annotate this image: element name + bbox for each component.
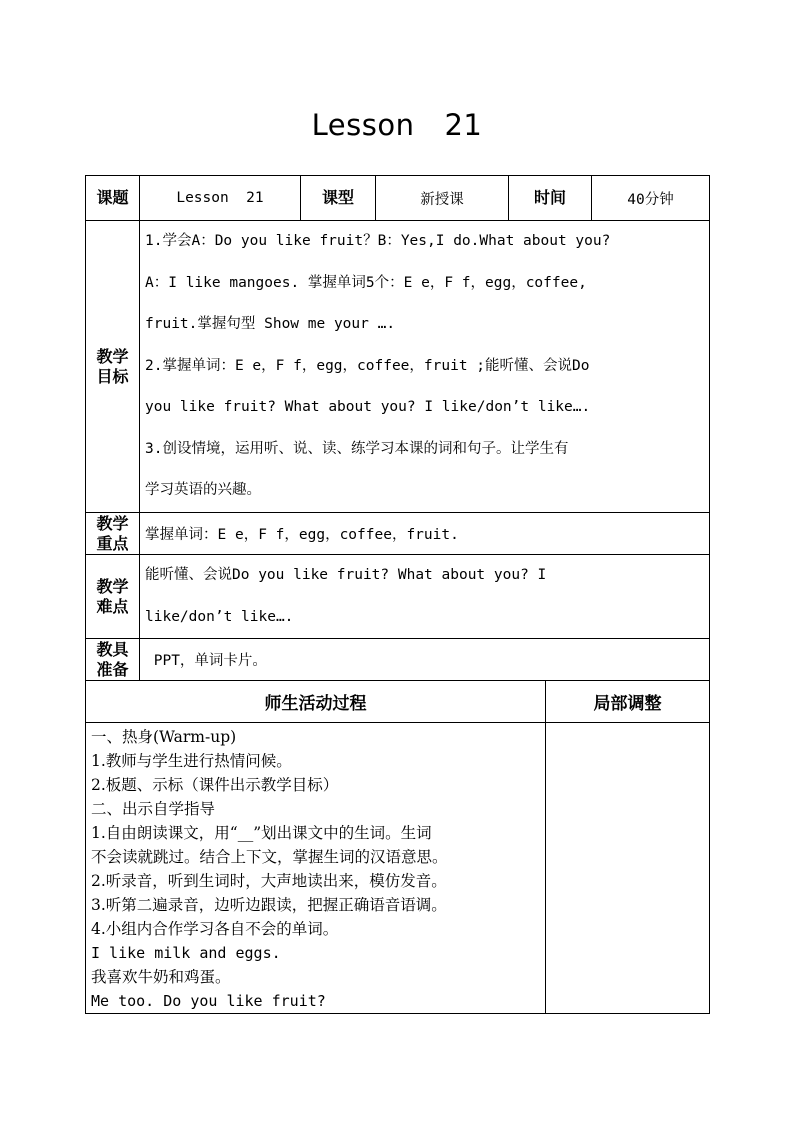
objective-line: A：I like mangoes. 掌握单词5个：E e，F f，egg，coffee, [145,274,587,291]
process-line: 我喜欢牛奶和鸡蛋。 [91,968,231,986]
process-line: 二、出示自学指导 [91,800,216,818]
time-value: 40分钟 [592,176,710,221]
adjustment-header: 局部调整 [546,681,710,723]
title-word: Lesson [311,108,415,142]
type-value: 新授课 [376,176,509,221]
tools-row [86,639,710,681]
key-points-content: 掌握单词：E e，F f，egg，coffee，fruit. [140,513,710,555]
title-number: 21 [444,108,483,142]
objectives-label-line-1: 教学 [96,346,129,366]
objectives-label [86,221,140,513]
tools-label-line-1: 教具 [96,639,129,659]
difficulties-content [140,555,710,639]
difficulties-label-line-1: 教学 [96,576,129,596]
topic-label: 课题 [86,176,140,221]
tools-content: PPT，单词卡片。 [140,639,710,681]
key-points-label [86,513,140,555]
process-line: Me too. Do you like fruit? [91,992,326,1010]
process-line: 3.听第二遍录音，边听边跟读，把握正确语音语调。 [91,896,447,914]
process-line: 不会读就跳过。结合上下文，掌握生词的汉语意思。 [91,848,448,866]
key-points-row [86,513,710,555]
difficulty-line: like/don’t like…. [145,608,294,625]
process-line: 2.听录音，听到生词时，大声地读出来，模仿发音。 [91,872,447,890]
tools-label-line-2: 准备 [96,659,129,679]
difficulties-label-line-2: 难点 [96,596,129,616]
process-line: 4.小组内合作学习各自不会的单词。 [91,920,339,938]
objective-line: 学习英语的兴趣。 [145,482,261,499]
difficulty-line: 能听懂、会说Do you like fruit? What about you? I [145,567,547,583]
tools-label [86,639,140,681]
process-line: 1.教师与学生进行热情问候。 [91,752,292,770]
key-points-label-line-1: 教学 [96,513,129,533]
page-title [0,108,794,142]
objective-line: 2.掌握单词：E e，F f，egg，coffee，fruit ;能听懂、会说Do [145,357,590,374]
objective-line: fruit.掌握句型 Show me your …. [145,316,396,333]
lesson-plan-table [85,175,710,1014]
topic-value: Lesson 21 [140,176,301,221]
time-label: 时间 [509,176,592,221]
objective-line: you like fruit? What about you? I like/don’t like…. [145,399,591,416]
info-row [86,176,710,221]
objectives-label-line-2: 目标 [96,366,129,386]
difficulties-label [86,555,140,639]
key-points-label-line-2: 重点 [96,533,129,553]
objective-line: 3.创设情境，运用听、说、读、练学习本课的词和句子。让学生有 [145,440,569,457]
process-row [86,723,710,1014]
difficulties-row [86,555,710,639]
process-line: 一、热身(Warm-up) [91,728,237,746]
objectives-content [140,221,710,513]
objective-line: 1.学会A：Do you like fruit？B：Yes,I do.What about you? [145,233,611,250]
adjustment-cell [546,723,710,1014]
process-line: 2.板题、示标（课件出示教学目标） [91,776,339,794]
objectives-row [86,221,710,513]
process-header: 师生活动过程 [86,681,546,723]
process-header-row [86,681,710,723]
process-line: I like milk and eggs. [91,944,281,962]
process-content [86,723,546,1014]
type-label: 课型 [301,176,376,221]
process-line: 1.自由朗读课文，用“__”划出课文中的生词。生词 [91,824,432,842]
